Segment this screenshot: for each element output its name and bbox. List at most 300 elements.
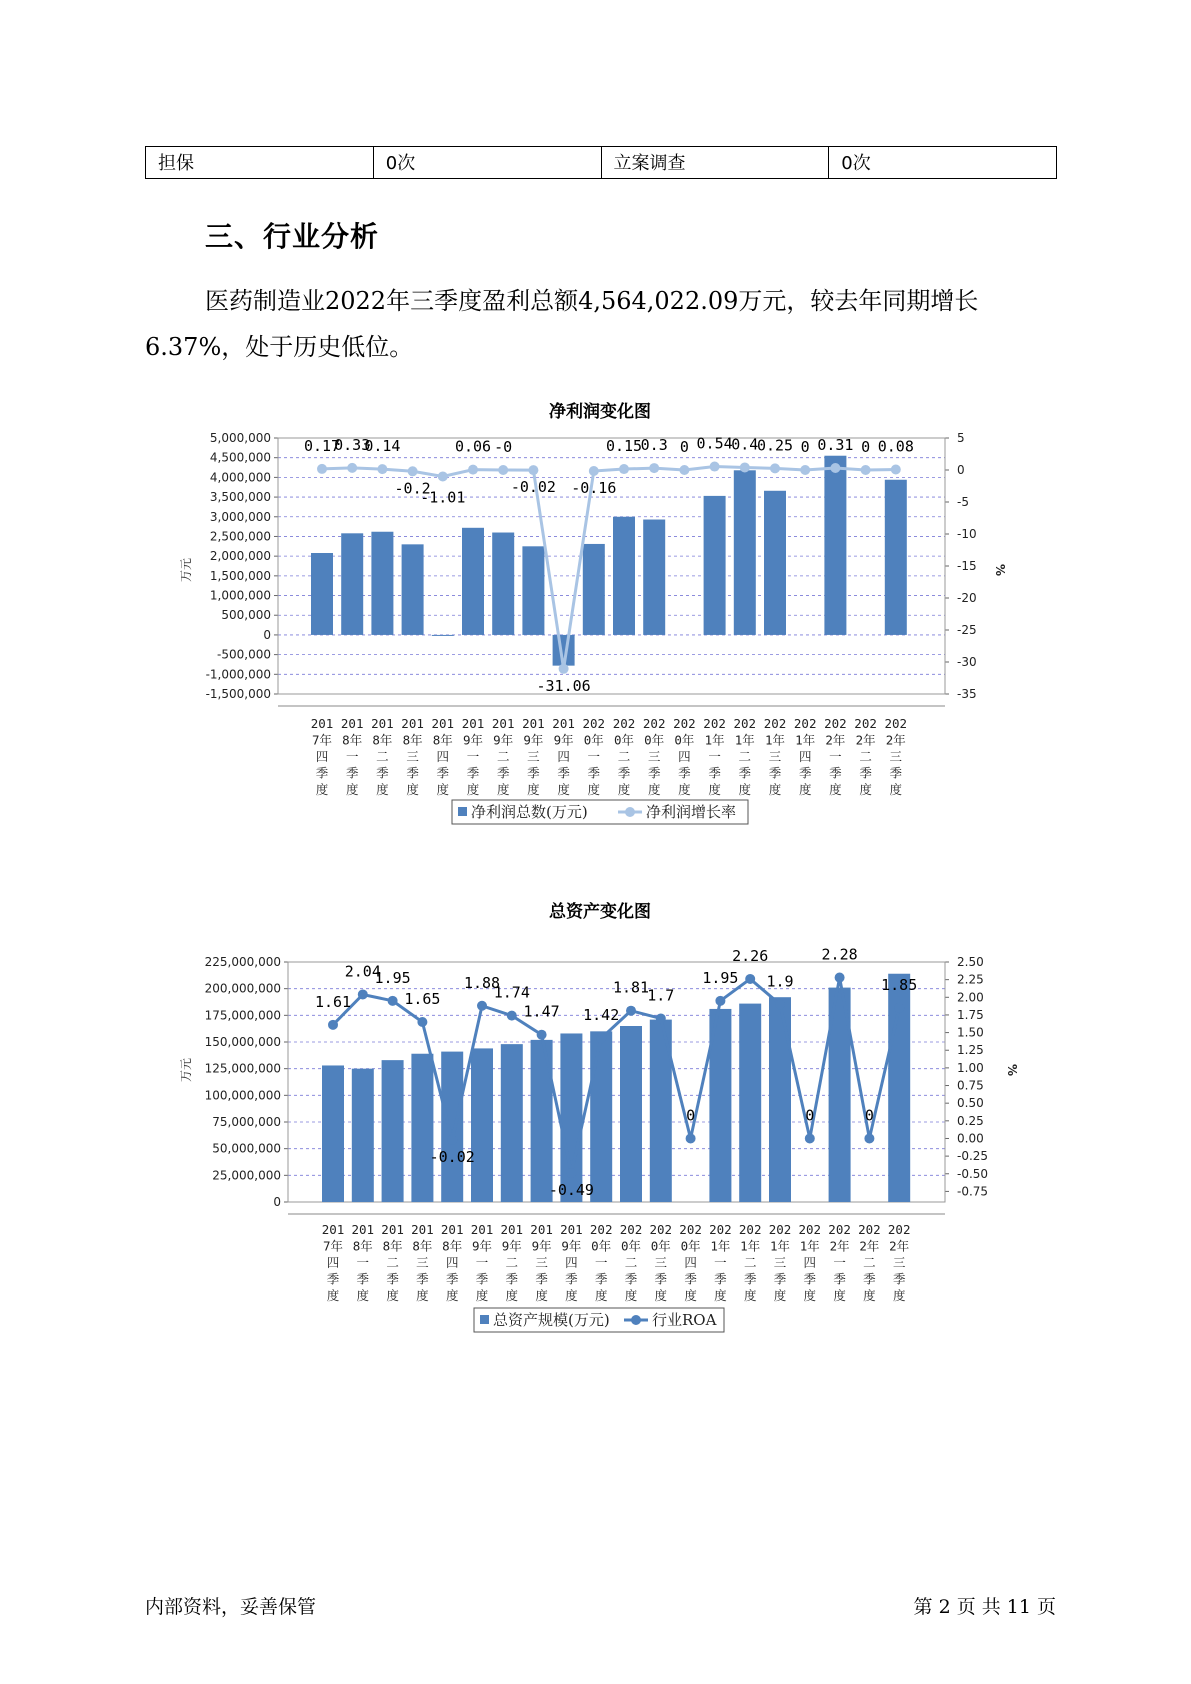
x-tick-label: 度 xyxy=(436,782,450,797)
table-cell-value: 0次 xyxy=(829,147,1057,179)
data-label: 1.42 xyxy=(583,1006,620,1025)
y-axis-title: 万元 xyxy=(179,557,193,583)
bar xyxy=(739,1004,761,1202)
line-point xyxy=(740,462,750,472)
x-tick-label: 201 xyxy=(552,716,575,731)
x-tick-label: 季 xyxy=(678,765,691,781)
bar xyxy=(590,1031,612,1202)
bar xyxy=(501,1044,523,1202)
line-point xyxy=(438,471,448,481)
y-tick-label: 175,000,000 xyxy=(204,1008,281,1023)
data-label: 0 xyxy=(864,1106,874,1125)
data-label: 1.65 xyxy=(404,990,441,1008)
x-tick-label: 一 xyxy=(475,1255,489,1270)
x-tick-label: 度 xyxy=(466,782,480,797)
x-tick-label: 202 xyxy=(887,1222,911,1237)
y2-tick-label: -0.75 xyxy=(957,1184,989,1199)
x-tick-label: 度 xyxy=(527,782,540,797)
data-label: -0.16 xyxy=(571,479,617,498)
line-point xyxy=(589,466,599,476)
x-tick-label: 2年 xyxy=(885,732,906,748)
x-tick-label: 0年 xyxy=(644,732,665,748)
data-label: 1.61 xyxy=(314,992,352,1011)
x-tick-label: 8年 xyxy=(352,1238,373,1254)
y2-tick-label: 0 xyxy=(957,463,965,477)
y-tick-label: 100,000,000 xyxy=(204,1088,281,1103)
x-tick-label: 8年 xyxy=(382,1238,403,1254)
bar xyxy=(620,1026,642,1202)
table-cell-label: 立案调查 xyxy=(601,147,829,179)
x-tick-label: 季 xyxy=(594,1271,608,1287)
x-tick-label: 季 xyxy=(535,1271,548,1287)
x-tick-label: 201 xyxy=(411,1222,434,1237)
y-tick-label: 4,500,000 xyxy=(209,450,271,465)
x-tick-label: 季 xyxy=(527,765,540,781)
bar xyxy=(613,517,635,635)
data-label: 0.54 xyxy=(696,434,733,453)
line-point xyxy=(745,974,755,984)
line-point xyxy=(377,464,387,474)
x-tick-label: 季 xyxy=(743,1271,757,1287)
x-tick-label: 202 xyxy=(884,716,908,731)
x-tick-label: 季 xyxy=(436,765,450,781)
x-tick-label: 度 xyxy=(416,1288,429,1303)
data-label: 0 xyxy=(805,1106,815,1125)
y-tick-label: 3,500,000 xyxy=(209,490,271,505)
x-tick-label: 7年 xyxy=(322,1238,344,1254)
data-label: -0.2 xyxy=(394,479,431,498)
y-tick-label: 150,000,000 xyxy=(204,1035,281,1049)
data-label: 0.06 xyxy=(454,437,492,456)
chart-legend xyxy=(474,1308,724,1332)
x-tick-label: 四 xyxy=(803,1255,817,1270)
y2-tick-label: -0.25 xyxy=(957,1149,989,1164)
x-tick-label: 201 xyxy=(500,1222,524,1237)
x-tick-label: 度 xyxy=(557,782,570,797)
x-tick-label: 三 xyxy=(654,1255,668,1270)
bar xyxy=(402,544,424,635)
x-tick-label: 1年 xyxy=(734,732,755,748)
x-tick-label: 四 xyxy=(798,749,812,764)
y2-tick-label: -35 xyxy=(957,687,977,701)
line-point xyxy=(864,1133,874,1143)
x-tick-label: 季 xyxy=(829,765,842,781)
x-tick-label: 9年 xyxy=(553,732,574,748)
bar xyxy=(311,553,333,635)
legend-swatch-bar xyxy=(458,807,467,816)
bar xyxy=(471,1048,493,1202)
line-point xyxy=(686,1133,696,1143)
x-tick-label: 202 xyxy=(798,1222,822,1237)
x-tick-label: 季 xyxy=(889,765,903,781)
x-tick-label: 季 xyxy=(738,765,752,781)
x-tick-label: 度 xyxy=(565,1288,578,1303)
data-label: 0.4 xyxy=(731,435,759,454)
data-label: 0.14 xyxy=(364,437,401,456)
data-label: 0.33 xyxy=(334,435,371,454)
x-tick-label: 9年 xyxy=(501,1238,522,1254)
section-heading: 三、行业分析 xyxy=(205,220,380,253)
y2-tick-label: -0.50 xyxy=(957,1166,989,1181)
x-tick-label: 四 xyxy=(315,749,329,764)
x-tick-label: 0年 xyxy=(674,732,695,748)
x-tick-label: 一 xyxy=(829,749,842,764)
line-point xyxy=(559,664,569,674)
chart-title: 净利润变化图 xyxy=(549,402,651,422)
line-point xyxy=(537,1030,547,1040)
line-point xyxy=(347,463,357,473)
x-tick-label: 度 xyxy=(326,1288,340,1303)
x-tick-label: 202 xyxy=(642,716,666,731)
data-label: 1.9 xyxy=(766,972,794,991)
x-tick-label: 8年 xyxy=(442,1238,463,1254)
table-cell-value: 0次 xyxy=(373,147,601,179)
y2-tick-label: 1.50 xyxy=(957,1025,984,1040)
x-tick-label: 201 xyxy=(310,716,334,731)
x-tick-label: 一 xyxy=(594,1255,608,1270)
x-tick-label: 度 xyxy=(587,782,601,797)
x-tick-label: 季 xyxy=(445,1271,459,1287)
y2-tick-label: 0.25 xyxy=(957,1113,984,1128)
legend-label: 净利润总数(万元) xyxy=(471,803,588,821)
x-tick-label: 度 xyxy=(829,782,842,797)
y2-tick-label: -15 xyxy=(957,559,977,573)
data-label: -31.06 xyxy=(536,676,591,695)
x-tick-label: 季 xyxy=(863,1271,876,1287)
x-tick-label: 三 xyxy=(647,749,661,764)
data-label: 1.88 xyxy=(463,973,501,992)
x-tick-label: 2年 xyxy=(889,1238,910,1254)
x-tick-label: 2年 xyxy=(829,1238,850,1254)
x-tick-label: 202 xyxy=(709,1222,732,1237)
x-tick-label: 三 xyxy=(416,1255,429,1270)
x-tick-label: 度 xyxy=(376,782,389,797)
x-tick-label: 三 xyxy=(892,1255,906,1270)
x-tick-label: 一 xyxy=(345,749,359,764)
y2-tick-label: -20 xyxy=(957,591,977,605)
footer-confidential: 内部资料，妥善保管 xyxy=(145,1596,317,1618)
data-label: 0.15 xyxy=(605,437,643,456)
data-label: -0.02 xyxy=(510,478,556,497)
x-tick-label: 0年 xyxy=(620,1238,642,1254)
x-tick-label: 度 xyxy=(678,782,691,797)
y2-tick-label: 2.00 xyxy=(957,990,984,1005)
x-tick-label: 1年 xyxy=(704,732,725,748)
x-tick-label: 1年 xyxy=(795,732,816,748)
data-label: 2.28 xyxy=(821,945,858,964)
x-tick-label: 度 xyxy=(833,1288,846,1303)
x-tick-label: 二 xyxy=(376,749,389,764)
y2-tick-label: 0.75 xyxy=(957,1078,984,1093)
x-tick-label: 度 xyxy=(773,1288,787,1303)
bar xyxy=(441,1052,463,1202)
x-tick-label: 9年 xyxy=(493,732,514,748)
x-tick-label: 度 xyxy=(768,782,782,797)
x-tick-label: 季 xyxy=(647,765,661,781)
bar xyxy=(885,480,907,635)
x-tick-label: 1年 xyxy=(740,1238,761,1254)
x-tick-label: 四 xyxy=(678,749,691,764)
x-tick-label: 度 xyxy=(714,1288,727,1303)
y2-tick-label: -5 xyxy=(957,495,969,509)
x-tick-label: 201 xyxy=(321,1222,345,1237)
x-tick-label: 二 xyxy=(617,749,631,764)
line-point xyxy=(358,989,368,999)
data-label: 0.08 xyxy=(877,437,914,456)
x-tick-label: 度 xyxy=(743,1288,757,1303)
x-tick-label: 202 xyxy=(703,716,726,731)
x-tick-label: 201 xyxy=(381,1222,404,1237)
y-tick-label: 3,000,000 xyxy=(209,509,271,524)
x-tick-label: 度 xyxy=(315,782,329,797)
line-point xyxy=(417,1017,427,1027)
x-tick-label: 度 xyxy=(386,1288,399,1303)
x-tick-label: 季 xyxy=(768,765,782,781)
y-tick-label: 2,500,000 xyxy=(209,529,271,544)
y-tick-label: 200,000,000 xyxy=(204,981,281,996)
x-tick-label: 一 xyxy=(833,1255,846,1270)
line-point xyxy=(805,1133,815,1143)
x-tick-label: 三 xyxy=(406,749,419,764)
y-tick-label: 5,000,000 xyxy=(209,431,271,445)
x-tick-label: 三 xyxy=(768,749,782,764)
bar xyxy=(492,533,514,635)
x-tick-label: 一 xyxy=(466,749,480,764)
data-label: 0 xyxy=(686,1106,696,1125)
x-tick-label: 度 xyxy=(889,782,903,797)
x-tick-label: 度 xyxy=(863,1288,876,1303)
x-tick-label: 1年 xyxy=(769,1238,791,1254)
x-tick-label: 8年 xyxy=(342,732,363,748)
x-tick-label: 201 xyxy=(431,716,455,731)
bar xyxy=(341,533,363,635)
x-tick-label: 季 xyxy=(356,1271,370,1287)
x-tick-label: 度 xyxy=(859,782,872,797)
x-tick-label: 季 xyxy=(475,1271,489,1287)
y-tick-label: 4,000,000 xyxy=(209,470,271,485)
bar xyxy=(734,470,756,635)
x-tick-label: 度 xyxy=(445,1288,459,1303)
x-tick-label: 202 xyxy=(673,716,696,731)
bar xyxy=(352,1069,374,1202)
profit-chart xyxy=(0,392,1191,842)
x-tick-label: 季 xyxy=(416,1271,429,1287)
y2-tick-label: -25 xyxy=(957,623,977,637)
x-tick-label: 季 xyxy=(406,765,419,781)
x-tick-label: 季 xyxy=(714,1271,727,1287)
data-label: -0.02 xyxy=(429,1147,475,1166)
data-label: 0.17 xyxy=(303,436,341,455)
y2-tick-label: 5 xyxy=(957,431,965,445)
x-tick-label: 201 xyxy=(461,716,485,731)
asset-chart xyxy=(0,892,1191,1342)
bar xyxy=(769,997,791,1202)
legend-swatch-point xyxy=(631,1315,641,1325)
x-tick-label: 季 xyxy=(833,1271,846,1287)
data-label: 0.25 xyxy=(756,436,794,455)
x-tick-label: 度 xyxy=(892,1288,906,1303)
line-point xyxy=(596,1033,606,1043)
line-point xyxy=(328,1020,338,1030)
data-label: 1.95 xyxy=(374,968,411,987)
y-tick-label: 25,000,000 xyxy=(212,1168,281,1183)
x-tick-label: 季 xyxy=(708,765,721,781)
legend-label: 行业ROA xyxy=(652,1311,717,1329)
y-tick-label: 1,000,000 xyxy=(209,588,271,603)
x-tick-label: 一 xyxy=(356,1255,370,1270)
x-tick-label: 二 xyxy=(386,1255,399,1270)
y-tick-label: 225,000,000 xyxy=(204,955,281,969)
line-point xyxy=(388,996,398,1006)
x-tick-label: 2年 xyxy=(825,732,846,748)
bar xyxy=(432,635,454,636)
info-table xyxy=(145,146,1057,179)
x-tick-label: 度 xyxy=(475,1288,489,1303)
table-row xyxy=(146,147,1057,179)
x-tick-label: 季 xyxy=(773,1271,787,1287)
x-tick-label: 季 xyxy=(587,765,601,781)
x-tick-label: 三 xyxy=(773,1255,787,1270)
x-tick-label: 二 xyxy=(743,1255,757,1270)
x-tick-label: 季 xyxy=(326,1271,340,1287)
y2-tick-label: 1.25 xyxy=(957,1043,984,1058)
line-point xyxy=(447,1135,457,1145)
x-tick-label: 二 xyxy=(738,749,752,764)
data-label: -0.49 xyxy=(548,1181,594,1200)
x-tick-label: 季 xyxy=(803,1271,817,1287)
legend-label: 总资产规模(万元) xyxy=(493,1311,610,1329)
x-tick-label: 201 xyxy=(560,1222,583,1237)
x-tick-label: 季 xyxy=(557,765,570,781)
y2-tick-label: 1.75 xyxy=(957,1007,984,1022)
x-tick-label: 度 xyxy=(496,782,510,797)
x-tick-label: 202 xyxy=(763,716,787,731)
y-tick-label: -1,500,000 xyxy=(205,687,271,701)
x-tick-label: 8年 xyxy=(372,732,393,748)
line-point xyxy=(626,1006,636,1016)
x-tick-label: 三 xyxy=(535,1255,548,1270)
x-tick-label: 度 xyxy=(617,782,631,797)
bar xyxy=(371,532,393,635)
x-tick-label: 季 xyxy=(859,765,872,781)
x-tick-label: 季 xyxy=(892,1271,906,1287)
x-tick-label: 度 xyxy=(654,1288,668,1303)
x-tick-label: 202 xyxy=(649,1222,673,1237)
y-tick-label: 500,000 xyxy=(221,608,271,623)
x-tick-label: 度 xyxy=(738,782,752,797)
bar xyxy=(764,491,786,635)
y-tick-label: 50,000,000 xyxy=(212,1141,281,1156)
y-axis-title: 万元 xyxy=(179,1057,193,1083)
x-tick-label: 度 xyxy=(647,782,661,797)
line-point xyxy=(715,996,725,1006)
x-tick-label: 季 xyxy=(624,1271,638,1287)
x-tick-label: 季 xyxy=(505,1271,519,1287)
x-tick-label: 7年 xyxy=(311,732,333,748)
line-point xyxy=(566,1168,576,1178)
x-tick-label: 0年 xyxy=(591,1238,612,1254)
x-tick-label: 202 xyxy=(854,716,877,731)
x-tick-label: 度 xyxy=(708,782,721,797)
x-tick-label: 9年 xyxy=(561,1238,582,1254)
y2-tick-label: -30 xyxy=(957,655,977,669)
x-tick-label: 一 xyxy=(708,749,721,764)
chart-title: 总资产变化图 xyxy=(549,902,651,922)
x-tick-label: 201 xyxy=(491,716,515,731)
data-label: 2.26 xyxy=(732,946,769,965)
x-tick-label: 三 xyxy=(527,749,540,764)
bar xyxy=(704,496,726,635)
data-label: 0.31 xyxy=(817,436,854,455)
x-tick-label: 201 xyxy=(470,1222,494,1237)
data-label: 1.95 xyxy=(702,968,739,987)
x-tick-label: 201 xyxy=(371,716,394,731)
line-point xyxy=(679,465,689,475)
y2-tick-label: 1.00 xyxy=(957,1060,984,1075)
legend-label: 净利润增长率 xyxy=(646,803,737,821)
data-label: 1.74 xyxy=(493,983,530,1002)
chart-legend xyxy=(452,800,748,824)
x-tick-label: 1年 xyxy=(764,732,786,748)
line-point xyxy=(775,999,785,1009)
x-tick-label: 二 xyxy=(863,1255,876,1270)
x-tick-label: 度 xyxy=(356,1288,370,1303)
y-tick-label: 1,500,000 xyxy=(209,568,271,583)
x-tick-label: 8年 xyxy=(412,1238,433,1254)
x-tick-label: 9年 xyxy=(471,1238,493,1254)
x-tick-label: 2年 xyxy=(855,732,876,748)
bar xyxy=(583,544,605,635)
x-tick-label: 0年 xyxy=(680,1238,701,1254)
x-tick-label: 季 xyxy=(684,1271,697,1287)
x-tick-label: 度 xyxy=(684,1288,697,1303)
x-tick-label: 度 xyxy=(345,782,359,797)
data-label: 1.47 xyxy=(523,1002,560,1021)
x-tick-label: 202 xyxy=(589,1222,613,1237)
data-label: 1.7 xyxy=(647,986,675,1005)
x-tick-label: 季 xyxy=(345,765,359,781)
y-tick-label: -1,000,000 xyxy=(205,667,271,682)
section-paragraph: 医药制造业2022年三季度盈利总额4,564,022.09万元，较去年同期增长6.37%，处于历史低位。 xyxy=(145,287,979,361)
x-tick-label: 202 xyxy=(858,1222,881,1237)
x-tick-label: 9年 xyxy=(523,732,544,748)
line-point xyxy=(528,465,538,475)
x-tick-label: 季 xyxy=(654,1271,668,1287)
x-tick-label: 8年 xyxy=(432,732,453,748)
data-label: 0 xyxy=(679,438,689,456)
line-point xyxy=(408,466,418,476)
y2-tick-label: -10 xyxy=(957,527,977,541)
y-tick-label: 75,000,000 xyxy=(212,1115,281,1129)
line-point xyxy=(710,462,720,472)
x-tick-label: 季 xyxy=(466,765,480,781)
x-tick-label: 度 xyxy=(594,1288,608,1303)
x-tick-label: 季 xyxy=(565,1271,578,1287)
bar xyxy=(643,520,665,635)
x-tick-label: 0年 xyxy=(650,1238,671,1254)
x-tick-label: 201 xyxy=(440,1222,464,1237)
line-point xyxy=(498,465,508,475)
x-tick-label: 2年 xyxy=(859,1238,880,1254)
y2-tick-label: 0.00 xyxy=(957,1131,984,1146)
x-tick-label: 201 xyxy=(401,716,424,731)
x-tick-label: 四 xyxy=(557,749,570,764)
data-label: 0.3 xyxy=(640,436,668,455)
x-tick-label: 二 xyxy=(859,749,872,764)
x-tick-label: 度 xyxy=(798,782,812,797)
bar xyxy=(824,456,846,635)
x-tick-label: 201 xyxy=(530,1222,553,1237)
